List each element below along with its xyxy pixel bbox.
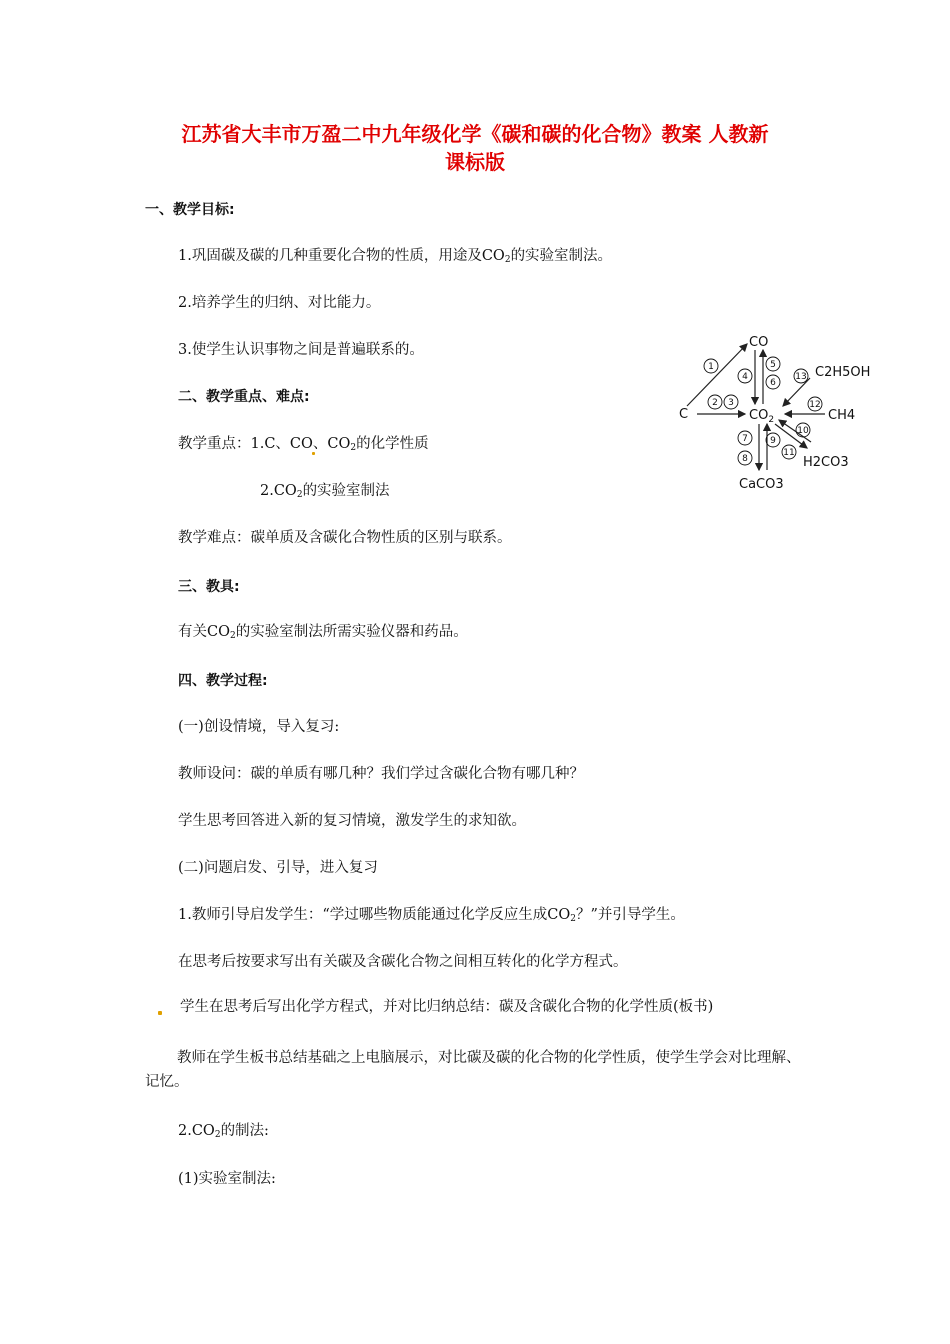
tools-text-end: 的实验室制法所需实验仪器和药品。 [235,624,468,640]
svg-text:2: 2 [712,398,718,408]
goal-1-text-end: 的实验室制法。 [510,248,613,264]
process-para-2: 教师设问：碳的单质有哪几种？我们学过含碳化合物有哪几种？ [178,766,584,782]
svg-text:6: 6 [770,378,776,388]
process-para-5-text-end: ？”并引导学生。 [575,907,685,923]
step-8-marker [738,451,752,465]
svg-text:1: 1 [708,362,714,372]
process-para-8: 教师在学生板书总结基础之上电脑展示，对比碳及碳的化合物的化学性质，使学生学会对比理解、记忆。 [145,1050,801,1090]
step-2-marker [708,395,722,409]
svg-text:12: 12 [809,400,821,410]
key-point-2-text-end: 的实验室制法 [302,483,390,499]
subscript: 2 [504,255,511,265]
step-11-marker [782,445,796,459]
document-title [120,120,830,176]
process-para-9 [178,1120,269,1146]
svg-text:5: 5 [770,360,776,370]
label-co: CO [749,335,769,350]
process-para-1: (一)创设情境，导入复习: [178,719,340,735]
stray-mark [158,1011,162,1015]
svg-text:10: 10 [797,426,809,436]
key-point-2 [260,480,390,506]
label-c: C [679,407,689,422]
svg-text:4: 4 [742,372,748,382]
subscript: 2 [214,1130,221,1140]
process-para-5 [178,904,685,930]
process-para-9-text: 2.CO [178,1123,215,1139]
section-heading-tools: 三、教具: [178,579,240,595]
svg-text:9: 9 [770,436,776,446]
label-calcium-carbonate: CaCO3 [739,477,784,492]
subscript: 2 [296,490,303,500]
key-point-1-text-end: 的化学性质 [356,436,429,452]
key-point-2-text: 2.CO [260,483,297,499]
svg-text:3: 3 [728,398,734,408]
process-para-3: 学生思考回答进入新的复习情境，激发学生的求知欲。 [178,813,526,829]
step-6-marker [766,375,780,389]
tools-text [178,621,468,647]
subscript: 2 [350,443,357,453]
step-5-marker [766,357,780,371]
process-para-7: 学生在思考后写出化学方程式，并对比归纳总结：碳及含碳化合物的化学性质(板书) [180,999,714,1015]
goal-1-text: 1.巩固碳及碳的几种重要化合物的性质，用途及CO [178,248,505,264]
svg-text:8: 8 [742,454,748,464]
process-para-10: (1)实验室制法: [178,1171,276,1187]
section-heading-keypoints: 二、教学重点、难点: [178,389,310,405]
goal-1 [178,245,612,271]
step-7-marker [738,431,752,445]
subscript: 2 [570,914,576,924]
step-9-marker [766,433,780,447]
process-para-9-text-end: 的制法: [220,1123,269,1139]
svg-text:11: 11 [783,448,795,458]
subscript: 2 [229,631,236,641]
title-line-2: 课标版 [445,150,505,174]
title-line-1: 江苏省大丰市万盈二中九年级化学《碳和碳的化合物》教案 人教新 [181,122,769,146]
key-point-1-text: 教学重点：1.C、CO、CO [178,436,351,452]
stray-mark [312,452,315,455]
step-13-marker [794,369,808,383]
goal-2: 2.培养学生的归纳、对比能力。 [178,295,381,311]
section-heading-process: 四、教学过程: [178,673,268,689]
key-point-1 [178,433,429,459]
process-para-6: 在思考后按要求写出有关碳及含碳化合物之间相互转化的化学方程式。 [178,954,628,970]
step-1-marker [704,359,718,373]
process-para-4: (二)问题启发、引导，进入复习 [178,860,378,876]
arrow-ethanol-to-co2 [783,378,810,406]
label-ethanol: C2H5OH [815,365,871,380]
section-heading-goals: 一、教学目标: [145,202,235,218]
difficulty: 教学难点：碳单质及含碳化合物性质的区别与联系。 [178,530,512,546]
goal-3: 3.使学生认识事物之间是普遍联系的。 [178,342,424,358]
label-carbonic-acid: H2CO3 [803,455,849,470]
step-10-marker [796,423,810,437]
label-methane: CH4 [828,408,856,423]
step-4-marker [738,369,752,383]
svg-text:13: 13 [795,372,807,382]
svg-text:7: 7 [742,434,748,444]
label-co2: $CO_2$ [749,408,775,425]
tools-text-start: 有关CO [178,624,230,640]
carbon-conversion-diagram [675,332,885,498]
step-12-marker [808,397,822,411]
step-3-marker [724,395,738,409]
process-para-5-text: 1.教师引导启发学生：“学过哪些物质能通过化学反应生成CO [178,907,571,923]
